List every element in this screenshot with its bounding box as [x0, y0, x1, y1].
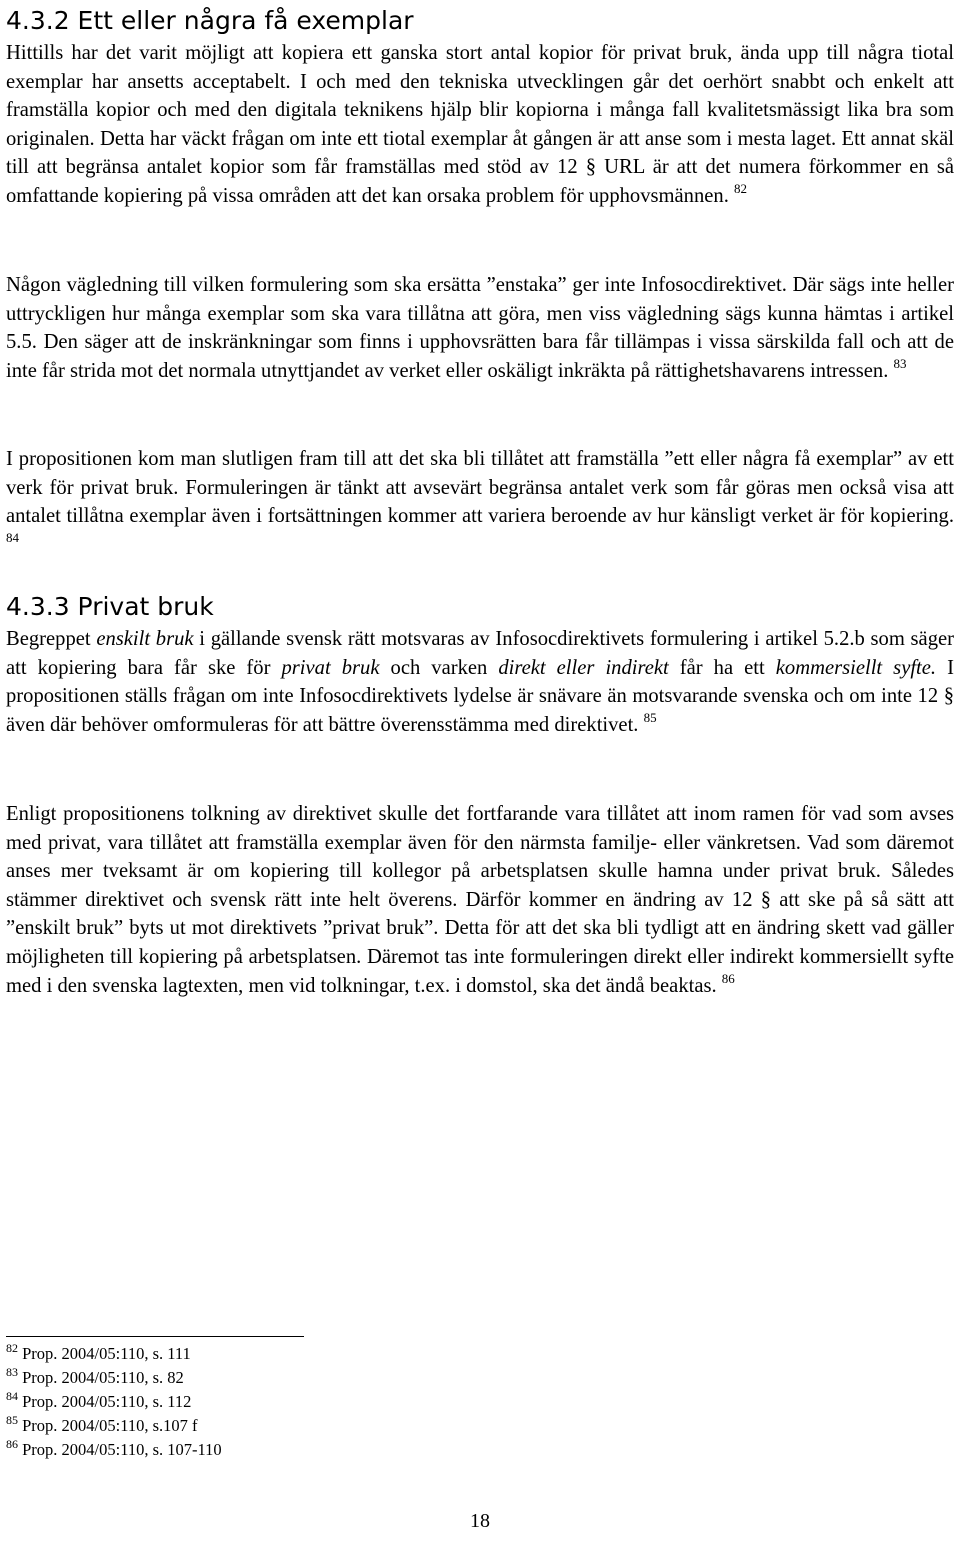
footnotes	[6, 1342, 222, 1462]
footnote	[6, 1390, 222, 1414]
footnote-number: 84	[6, 1389, 18, 1403]
footnote-text: Prop. 2004/05:110, s.107 f	[22, 1416, 198, 1435]
footnote-ref-82[interactable]: 82	[734, 180, 748, 196]
p4-text-5: I propositionen ställs frågan om inte Infosocdirektivets lydelse är snävare än motsvarande svenska och om inte 12 § även där behöver omformuleras för att bättre överensstämma med direktivet.	[6, 656, 954, 736]
footnote-separator	[6, 1336, 304, 1337]
footnote-ref-86[interactable]: 86	[721, 970, 735, 986]
footnote-ref-85[interactable]: 85	[643, 709, 657, 725]
p4-text-1: Begreppet	[6, 628, 97, 650]
p4-italic-kommersiellt-syfte: kommersiellt syfte.	[775, 656, 937, 679]
paragraph-3	[6, 445, 954, 559]
footnote-ref-83[interactable]: 83	[893, 355, 907, 371]
footnote-text: Prop. 2004/05:110, s. 82	[22, 1368, 184, 1387]
paragraph-1-text: Hittills har det varit möjligt att kopiera ett ganska stort antal kopior för privat bruk, ända upp till några tiotal exemplar har ansetts acceptabelt. I och med den tekniska utvecklingen går det oerhört snabbt och enkelt att framställa kopior och med den digitala teknikens hjälp blir kopiorna i många fall kvalitetsmässigt lika bra som originalen. Detta har väckt frågan om inte ett tiotal exemplar åt gången är att anse som i mesta laget. Ett annat skäl till att begränsa antalet kopior som får framställas med stöd av 12 § URL är att det numera förkommer en så omfattande kopiering på vissa områden att det kan orsaka problem för upphovsmännen.	[6, 42, 954, 207]
footnote	[6, 1414, 222, 1438]
p4-italic-privat-bruk: privat bruk	[281, 656, 380, 679]
paragraph-5	[6, 800, 954, 1000]
footnote-text: Prop. 2004/05:110, s. 107-110	[22, 1440, 222, 1459]
footnote	[6, 1438, 222, 1462]
paragraph-1	[6, 39, 954, 211]
page-number: 18	[470, 1510, 490, 1532]
footnote-number: 85	[6, 1413, 18, 1427]
footnote	[6, 1342, 222, 1366]
paragraph-5-text: Enligt propositionens tolkning av direktivet skulle det fortfarande vara tillåtet att inom ramen för vad som avses med privat, vara tillåtet att framställa exemplar även för den närmsta familje- eller vänkretsen. Vad som däremot anses mer tveksamt är om kopiering till kollegor på arbetsplatsen skulle hamna under privat bruk. Således stämmer direktivet och svensk rätt inte helt överens. Därför kommer en ändring av 12 § att ske på så sätt att ”enskilt bruk” byts ut mot direktivets ”privat bruk”. Detta för att det ska bli tydligt att en ändring skett vad gäller möjligheten till kopiering på arbetsplatsen. Däremot tas inte formuleringen direkt eller indirekt kommersiellt syfte med i den svenska lagtexten, men vid tolkningar, t.ex. i domstol, ska det ändå beaktas.	[6, 803, 954, 997]
footnote-text: Prop. 2004/05:110, s. 112	[22, 1392, 192, 1411]
footnote	[6, 1366, 222, 1390]
paragraph-2-text: Någon vägledning till vilken formulering som ska ersätta ”enstaka” ger inte Infosocdirektivet. Där sägs inte heller uttryckligen hur många exemplar som ska vara tillåtna att göra, men viss vägledning sägs kunna hämtas i artikel 5.5. Den säger att de inskränkningar som finns i upphovsrätten bara får tillämpas i vissa särskilda fall och att de inte får strida mot det normala utnyttjandet av verket eller oskäligt inkräkta på rättighetshavarens intressen.	[6, 274, 954, 382]
footnote-ref-84[interactable]: 84	[6, 529, 19, 545]
p4-text-2: i gällande svensk rätt motsvaras av Infosocdirektivets formulering i artikel 5.2.b som säger att kopiering bara får ske för	[6, 628, 954, 679]
section-heading-4-3-3: 4.3.3 Privat bruk	[6, 592, 214, 621]
p4-italic-enskilt-bruk: enskilt bruk	[96, 628, 194, 650]
p4-text-3: och varken	[379, 656, 499, 679]
section-heading-4-3-2: 4.3.2 Ett eller några få exemplar	[6, 6, 414, 35]
p4-text-4: får ha ett	[668, 656, 776, 679]
footnote-number: 82	[6, 1341, 18, 1355]
footnote-number: 83	[6, 1365, 18, 1379]
p4-italic-direkt-eller-indirekt: direkt eller indirekt	[498, 656, 669, 679]
paragraph-4	[6, 625, 954, 739]
paragraph-2	[6, 271, 954, 385]
paragraph-3-text: I propositionen kom man slutligen fram till att det ska bli tillåtet att framställa ”ett eller några få exemplar” av ett verk för privat bruk. Formuleringen är tänkt att avsevärt begränsa antalet verk som får göras men också visa att antalet tillåtna exemplar även i fortsättningen kommer att variera beroende av hur känsligt verket är för kopiering.	[6, 448, 954, 528]
footnote-text: Prop. 2004/05:110, s. 111	[22, 1344, 191, 1363]
footnote-number: 86	[6, 1437, 18, 1451]
